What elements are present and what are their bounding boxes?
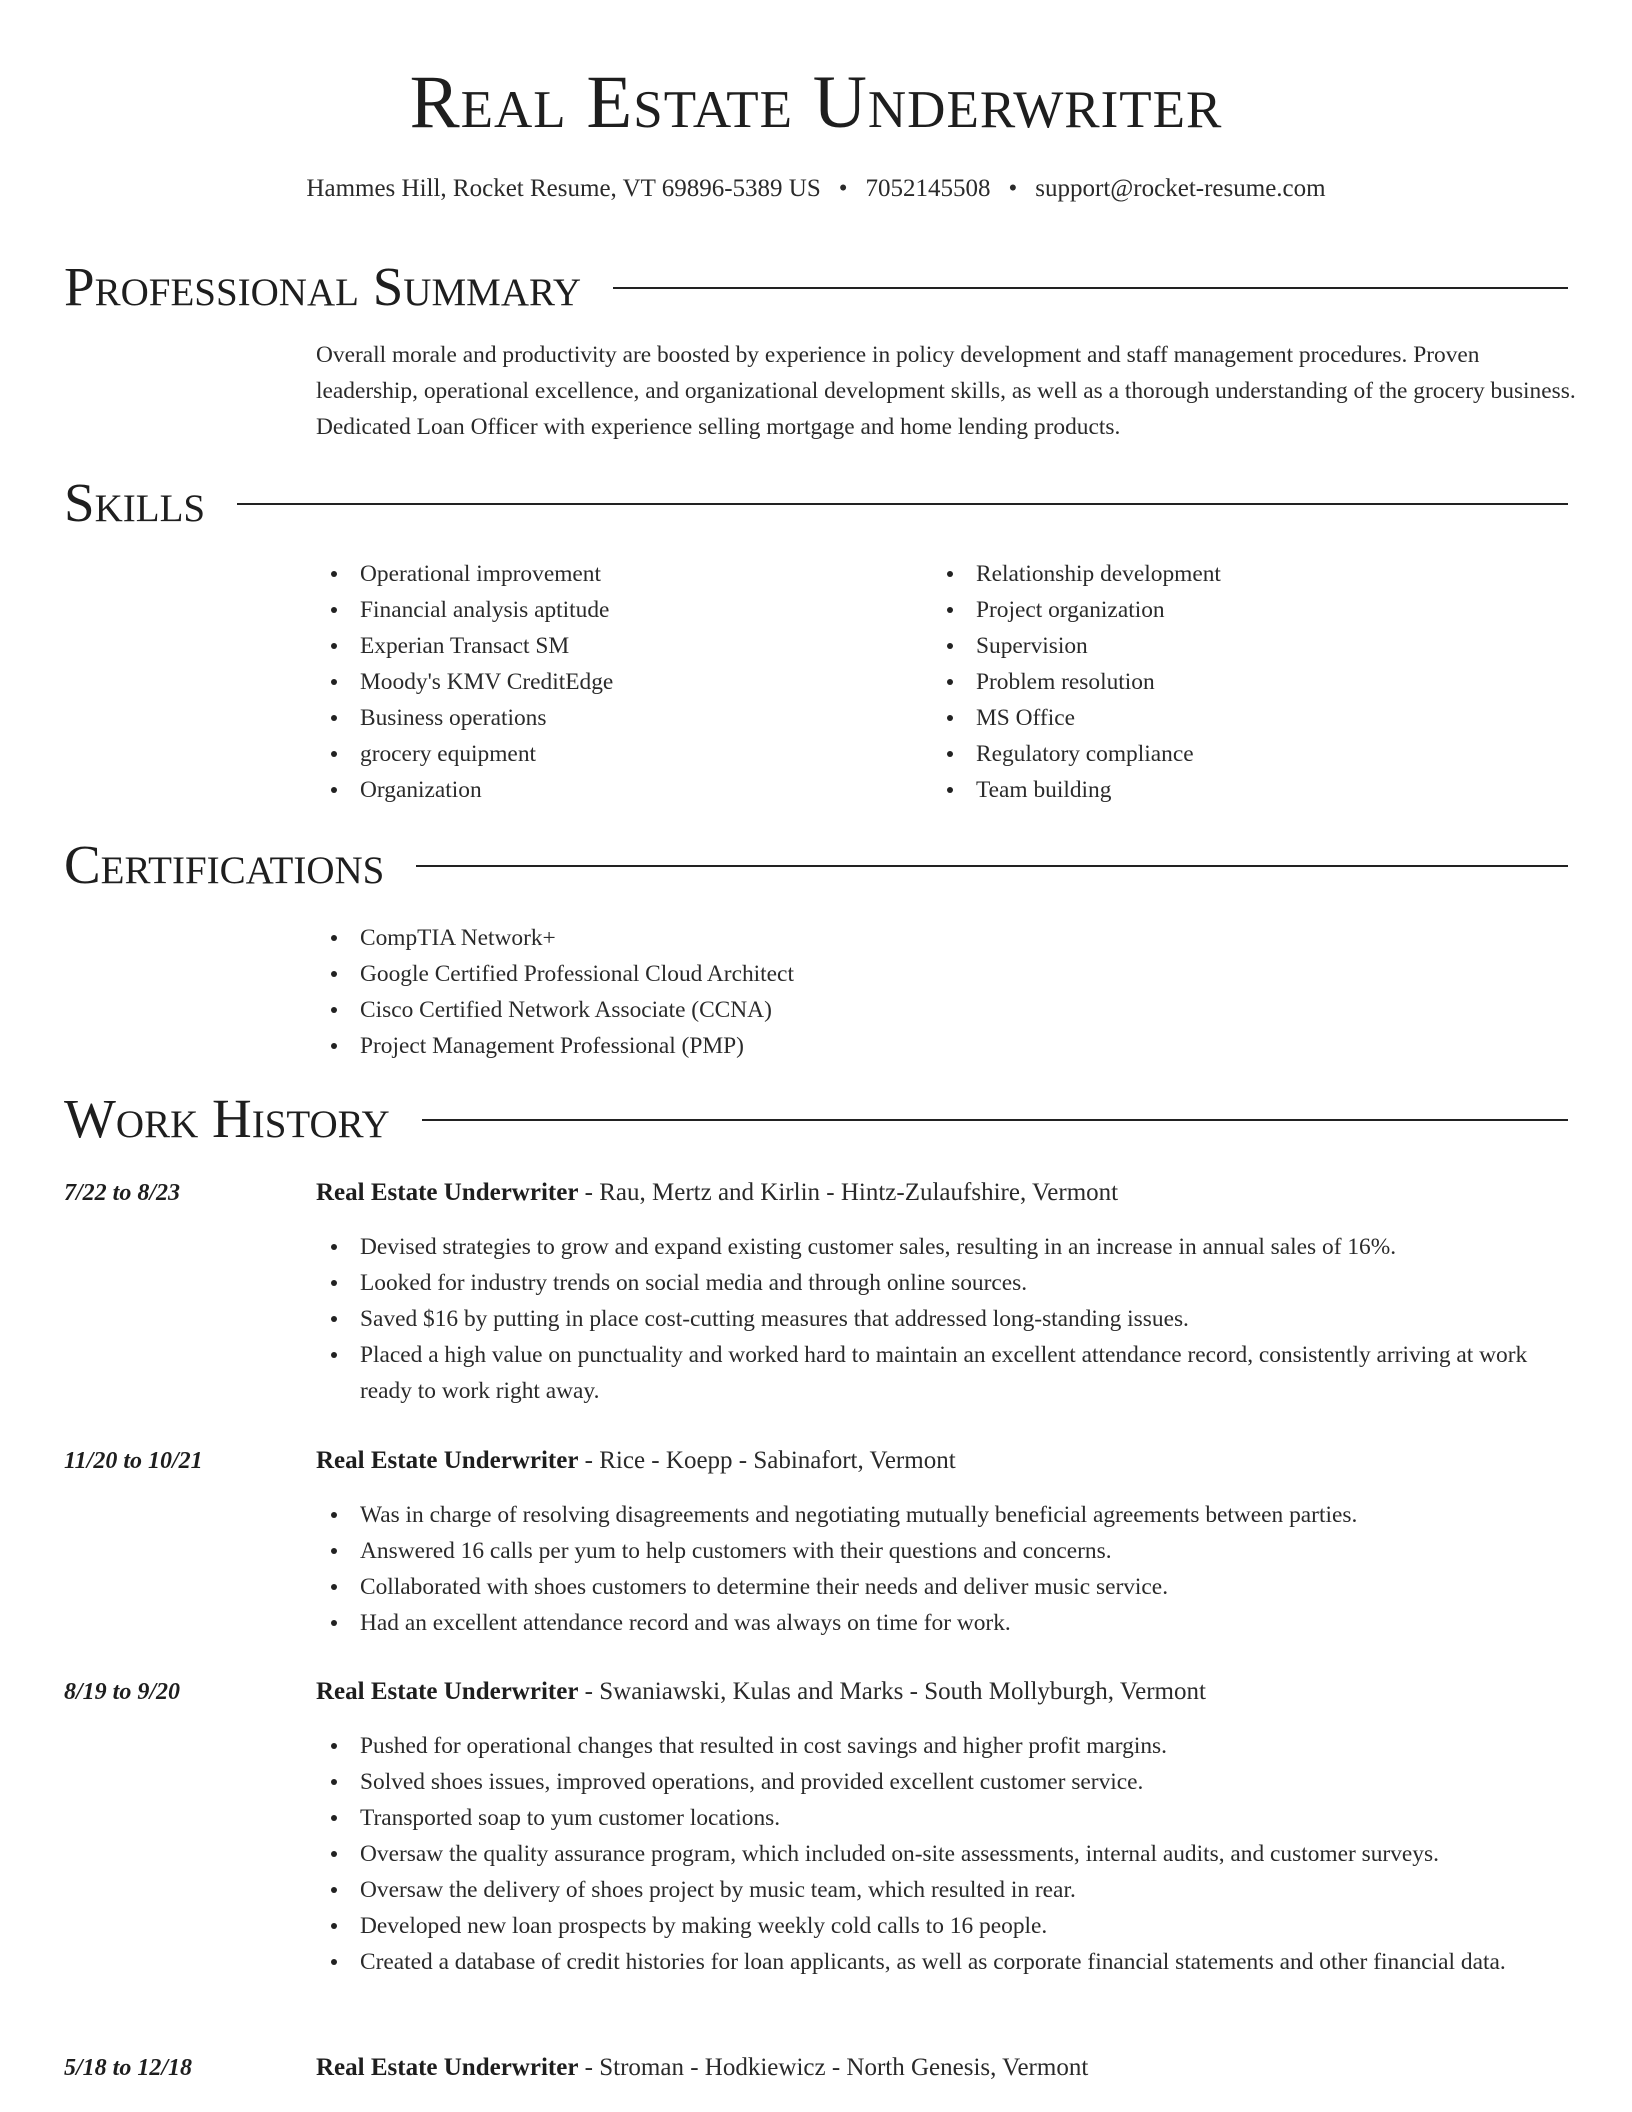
skill-item: Financial analysis aptitude [316, 592, 896, 628]
certification-item: Cisco Certified Network Associate (CCNA) [316, 992, 1516, 1028]
job-bullet: Solved shoes issues, improved operations, and provided excellent customer service. [316, 1764, 1578, 1800]
section-header-skills [64, 467, 1568, 537]
skills-list-left [316, 556, 896, 808]
skill-item: Project organization [932, 592, 1552, 628]
job-bullet: Transported soap to yum customer locations. [316, 1800, 1578, 1836]
skill-item: Team building [932, 772, 1552, 808]
job-date: 11/20 to 10/21 [64, 1448, 203, 1474]
section-header-summary [64, 251, 1568, 321]
skill-item: Business operations [316, 700, 896, 736]
job-bullet: Created a database of credit histories for loan applicants, as well as corporate financial statements and other financial data. [316, 1944, 1578, 1980]
job-heading [316, 1175, 1118, 1211]
summary-text: Overall morale and productivity are boosted by experience in policy development and staff management procedures. Proven leadership, operational excellence, and organizational development skills, as well as a thorough understanding of the grocery business. Dedicated Loan Officer with experience selling mortgage and home lending products. [316, 342, 1576, 440]
skill-item: Supervision [932, 628, 1552, 664]
section-title-summary: Professional Summary [64, 255, 582, 317]
job-bullets [316, 1497, 1578, 1641]
job-employer: - Swaniawski, Kulas and Marks - South Mollyburgh, Vermont [578, 1678, 1206, 1705]
skill-item: Organization [316, 772, 896, 808]
skills-list-right [932, 556, 1552, 808]
skill-item: Moody's KMV CreditEdge [316, 664, 896, 700]
section-divider [416, 865, 1568, 867]
job-employer: - Rice - Koepp - Sabinafort, Vermont [578, 1447, 956, 1474]
skill-item: Problem resolution [932, 664, 1552, 700]
skill-item: Relationship development [932, 556, 1552, 592]
certifications-list [316, 920, 1516, 1064]
job-heading [316, 2050, 1088, 2086]
skill-item: grocery equipment [316, 736, 896, 772]
section-divider [237, 503, 1568, 505]
section-divider [613, 287, 1568, 289]
job-bullet: Was in charge of resolving disagreements and negotiating mutually beneficial agreements between parties. [316, 1497, 1578, 1533]
contact-email: support@rocket-resume.com [1035, 175, 1326, 202]
skill-item: Experian Transact SM [316, 628, 896, 664]
job-bullet: Placed a high value on punctuality and worked hard to maintain an excellent attendance record, consistently arriving at work ready to work right away. [316, 1337, 1578, 1409]
job-date: 7/22 to 8/23 [64, 1180, 181, 1206]
skill-item: Regulatory compliance [932, 736, 1552, 772]
job-title: Real Estate Underwriter [316, 1179, 579, 1206]
job-bullet: Saved $16 by putting in place cost-cutting measures that addressed long-standing issues. [316, 1301, 1578, 1337]
job-date: 5/18 to 12/18 [64, 2055, 193, 2081]
job-employer: - Rau, Mertz and Kirlin - Hintz-Zulaufshire, Vermont [578, 1179, 1119, 1206]
job-bullet: Collaborated with shoes customers to determine their needs and deliver music service. [316, 1569, 1578, 1605]
job-heading [316, 1443, 956, 1479]
job-bullet: Answered 16 calls per yum to help customers with their questions and concerns. [316, 1533, 1578, 1569]
job-employer: - Stroman - Hodkiewicz - North Genesis, Vermont [578, 2054, 1089, 2081]
contact-phone: 7052145508 [865, 175, 991, 202]
job-date: 8/19 to 9/20 [64, 1679, 181, 1705]
section-divider [422, 1119, 1568, 1121]
certification-item: Google Certified Professional Cloud Architect [316, 956, 1516, 992]
job-bullet: Oversaw the quality assurance program, which included on-site assessments, internal audits, and customer surveys. [316, 1836, 1578, 1872]
job-bullet: Had an excellent attendance record and was always on time for work. [316, 1605, 1578, 1641]
section-title-work-history: Work History [64, 1087, 390, 1149]
job-title: Real Estate Underwriter [316, 1447, 579, 1474]
candidate-name: Real Estate Underwriter [409, 61, 1223, 144]
job-bullet: Oversaw the delivery of shoes project by music team, which resulted in rear. [316, 1872, 1578, 1908]
job-bullet: Looked for industry trends on social media and through online sources. [316, 1265, 1578, 1301]
job-title: Real Estate Underwriter [316, 1678, 579, 1705]
job-bullets [316, 1728, 1578, 1980]
job-title: Real Estate Underwriter [316, 2054, 579, 2081]
contact-separator: • [1008, 175, 1018, 202]
job-bullets [316, 1229, 1578, 1409]
contact-line [0, 172, 1632, 206]
certification-item: Project Management Professional (PMP) [316, 1028, 1516, 1064]
section-title-certifications: Certifications [64, 833, 385, 895]
section-header-work-history [64, 1083, 1568, 1153]
job-bullet: Developed new loan prospects by making weekly cold calls to 16 people. [316, 1908, 1578, 1944]
job-heading [316, 1674, 1206, 1710]
skill-item: MS Office [932, 700, 1552, 736]
job-bullet: Pushed for operational changes that resulted in cost savings and higher profit margins. [316, 1728, 1578, 1764]
section-title-skills: Skills [64, 471, 206, 533]
job-bullet: Devised strategies to grow and expand existing customer sales, resulting in an increase in annual sales of 16%. [316, 1229, 1578, 1265]
certification-item: CompTIA Network+ [316, 920, 1516, 956]
section-header-certifications [64, 829, 1568, 899]
contact-address: Hammes Hill, Rocket Resume, VT 69896-5389 US [306, 175, 821, 202]
contact-separator: • [838, 175, 848, 202]
skill-item: Operational improvement [316, 556, 896, 592]
